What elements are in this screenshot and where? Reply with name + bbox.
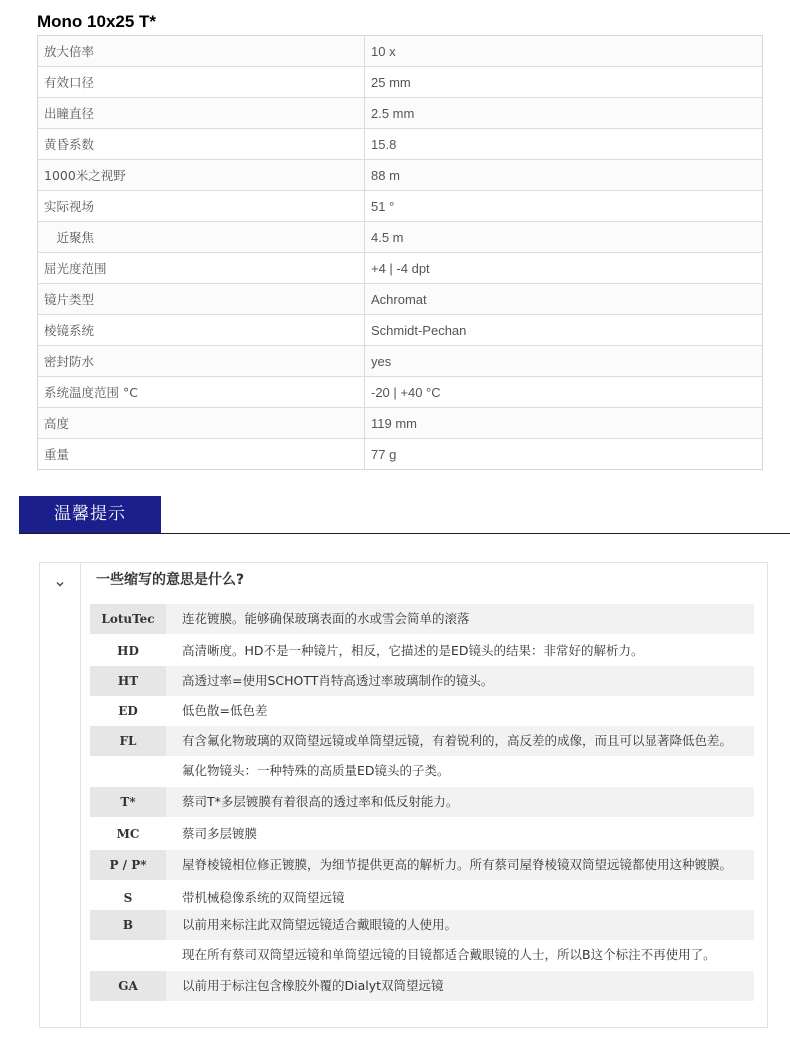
abbreviation-row: [90, 726, 754, 756]
spec-row: [38, 98, 763, 129]
spec-label: 黄昏系数: [38, 129, 365, 160]
spec-value: 4.5 m: [365, 222, 763, 253]
abbreviation-key: GA: [90, 971, 166, 1001]
spec-label: 1000米之视野: [38, 160, 365, 191]
spec-value: 88 m: [365, 160, 763, 191]
abbreviation-description: 以前用来标注此双筒望远镜适合戴眼镜的人使用。: [182, 917, 458, 932]
abbreviation-row: [90, 819, 754, 849]
abbreviation-description: 现在所有蔡司双筒望远镜和单筒望远镜的目镜都适合戴眼镜的人士，所以B这个标注不再使用了。: [182, 947, 716, 962]
abbreviation-key: HD: [117, 644, 139, 658]
spec-row: [38, 377, 763, 408]
faq-gutter: [40, 563, 81, 1027]
spec-label: 有效口径: [38, 67, 365, 98]
spec-row: [38, 36, 763, 67]
spec-row: [38, 129, 763, 160]
abbreviation-row: [90, 604, 754, 634]
product-title: Mono 10x25 T*: [37, 12, 157, 31]
abbreviation-key: [90, 756, 166, 786]
abbreviation-row: [90, 971, 754, 1001]
abbreviation-description: 有含氟化物玻璃的双筒望远镜或单筒望远镜，有着锐利的，高反差的成像，而且可以显著降低色差。: [182, 733, 733, 748]
abbreviation-key: LotuTec: [90, 604, 166, 634]
faq-panel: [39, 562, 768, 1028]
spec-label: 密封防水: [38, 346, 365, 377]
spec-label: 出瞳直径: [38, 98, 365, 129]
abbreviation-key: B: [90, 910, 166, 940]
abbreviation-row: [90, 787, 754, 817]
abbreviation-row: [90, 696, 754, 726]
spec-label: 实际视场: [38, 191, 365, 222]
abbreviation-row: [90, 636, 754, 666]
abbreviation-key: T*: [90, 787, 166, 817]
spec-value: 10 x: [365, 36, 763, 67]
spec-row: [38, 346, 763, 377]
faq-question[interactable]: 一些缩写的意思是什么?: [96, 572, 245, 588]
spec-value: 119 mm: [365, 408, 763, 439]
spec-label: 高度: [38, 408, 365, 439]
abbreviation-key: [90, 940, 166, 970]
spec-label: 棱镜系统: [38, 315, 365, 346]
abbreviation-description: 高透过率=使用SCHOTT肖特高透过率玻璃制作的镜头。: [182, 673, 494, 688]
spec-row: [38, 408, 763, 439]
spec-label: 重量: [38, 439, 365, 470]
spec-label: 近聚焦: [38, 222, 365, 253]
spec-label: 放大倍率: [38, 36, 365, 67]
spec-row: [38, 284, 763, 315]
abbreviation-key: ED: [118, 704, 138, 718]
spec-row: [38, 439, 763, 470]
abbreviation-key: S: [123, 891, 133, 905]
spec-row: [38, 222, 763, 253]
abbreviation-description: 氟化物镜头：一种特殊的高质量ED镜头的子类。: [182, 763, 450, 778]
spec-row: [38, 315, 763, 346]
spec-value: +4 | -4 dpt: [365, 253, 763, 284]
abbreviation-description: 蔡司T*多层镀膜有着很高的透过率和低反射能力。: [182, 794, 459, 809]
spec-value: 77 g: [365, 439, 763, 470]
abbreviation-description: 以前用于标注包含橡胶外覆的Dialyt双筒望远镜: [182, 978, 444, 993]
chevron-down-icon[interactable]: [54, 578, 66, 590]
abbreviation-row: [90, 883, 754, 913]
spec-label: 系统温度范围 °C: [38, 377, 365, 408]
abbreviation-description: 高清晰度。HD不是一种镜片，相反，它描述的是ED镜头的结果：非常好的解析力。: [182, 643, 644, 658]
abbreviation-description: 带机械稳像系统的双筒望远镜: [182, 890, 345, 905]
spec-label: 屈光度范围: [38, 253, 365, 284]
spec-value: 2.5 mm: [365, 98, 763, 129]
spec-row: [38, 191, 763, 222]
spec-value: 25 mm: [365, 67, 763, 98]
notice-bar: [19, 496, 790, 534]
abbreviation-row: [90, 910, 754, 940]
abbreviation-row: [90, 666, 754, 696]
abbreviation-key: HT: [90, 666, 166, 696]
spec-value: yes: [365, 346, 763, 377]
abbreviation-description: 屋脊棱镜相位修正镀膜，为细节提供更高的解析力。所有蔡司屋脊棱镜双筒望远镜都使用这种镀膜。: [182, 857, 733, 872]
abbreviation-row: [90, 850, 754, 880]
abbreviation-key: P / P*: [90, 850, 166, 880]
abbreviation-description: 低色散=低色差: [182, 703, 268, 718]
abbreviation-key: MC: [116, 827, 140, 841]
spec-value: -20 | +40 °C: [365, 377, 763, 408]
spec-row: [38, 253, 763, 284]
spec-value: Achromat: [365, 284, 763, 315]
spec-value: 15.8: [365, 129, 763, 160]
spec-label: 镜片类型: [38, 284, 365, 315]
spec-value: 51 °: [365, 191, 763, 222]
abbreviation-description: 连花镀膜。能够确保玻璃表面的水或雪会简单的滚落: [182, 611, 470, 626]
spec-table: [37, 35, 763, 470]
spec-row: [38, 67, 763, 98]
abbreviation-row: [90, 940, 754, 970]
notice-tab[interactable]: 温馨提示: [19, 496, 161, 533]
spec-value: Schmidt-Pechan: [365, 315, 763, 346]
spec-row: [38, 160, 763, 191]
abbreviation-key: FL: [90, 726, 166, 756]
abbreviation-description: 蔡司多层镀膜: [182, 826, 258, 841]
abbreviation-row: [90, 756, 754, 786]
